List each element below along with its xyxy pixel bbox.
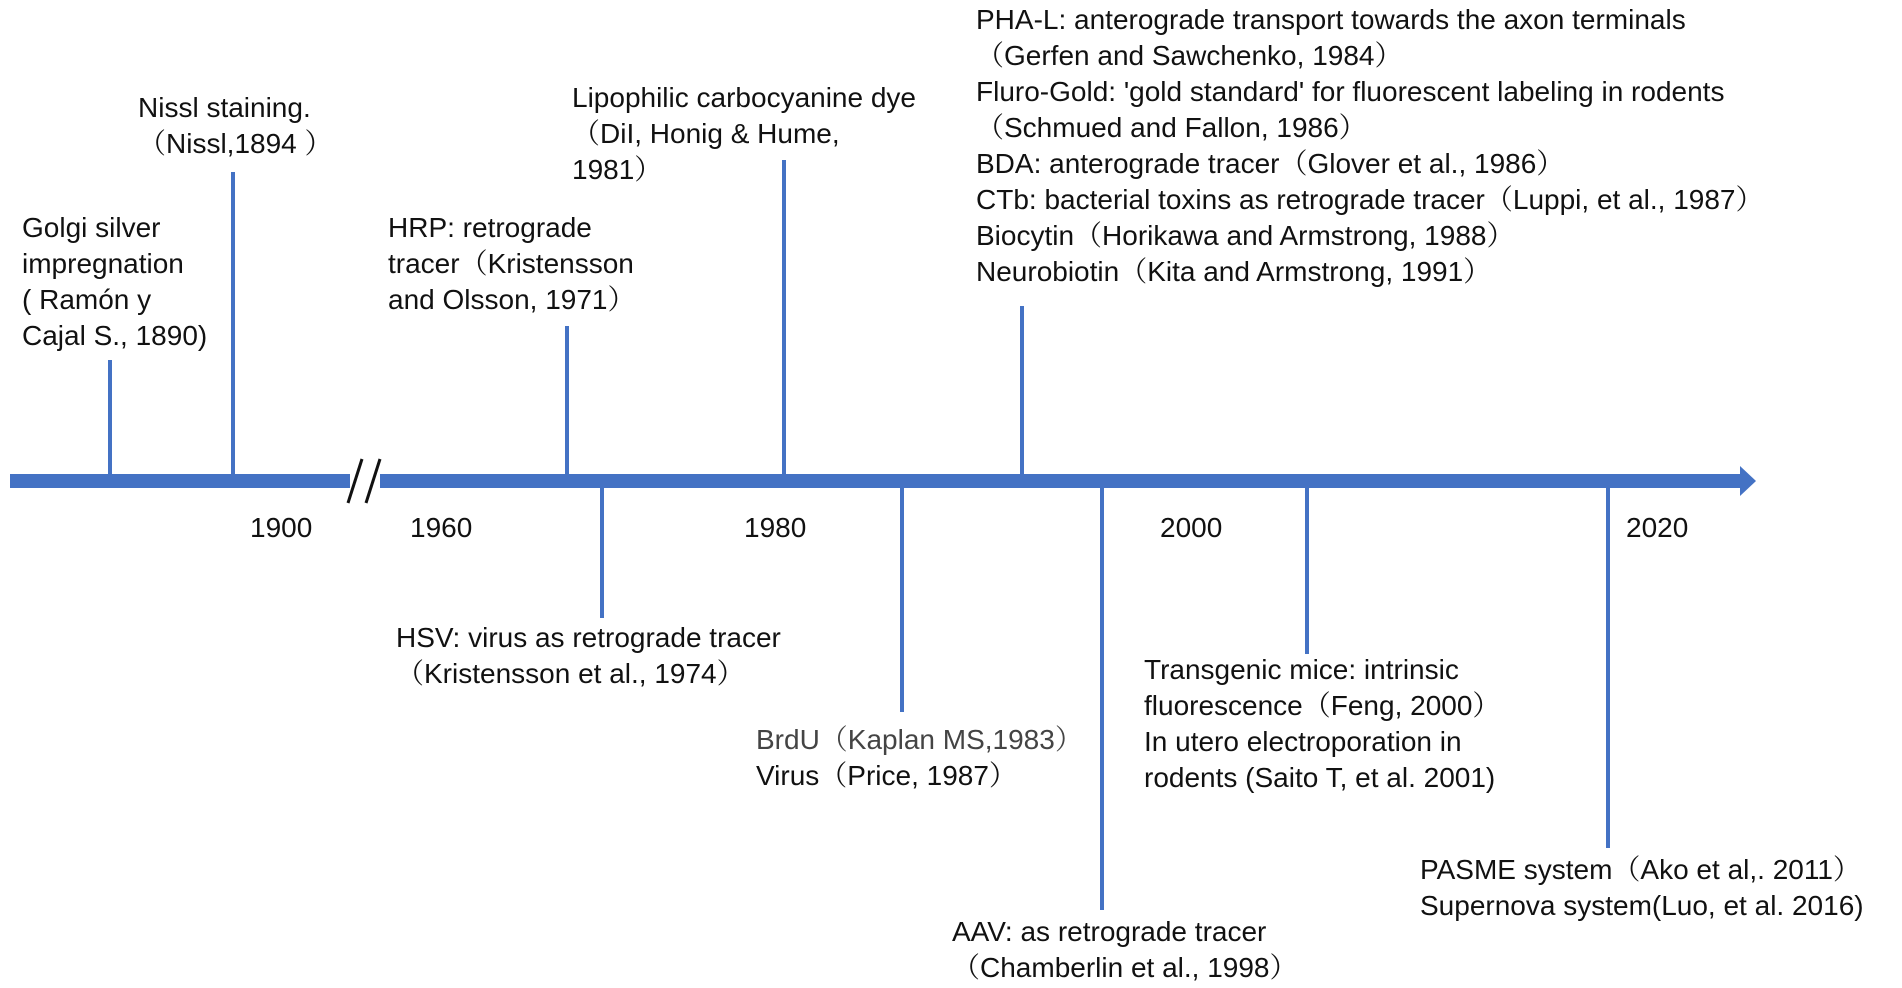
event-line: CTb: bacterial toxins as retrograde tracer（Luppi, et al., 1987） [976,184,1764,215]
event-line: Nissl staining. [138,92,311,123]
event-line: BrdU（Kaplan MS,1983） [756,724,1083,755]
year-label: 2020 [1626,512,1689,543]
event-line: Supernova system(Luo, et al. 2016) [1420,890,1864,921]
event-line: Lipophilic carbocyanine dye [572,82,916,113]
event-line: （Nissl,1894 ） [138,128,333,159]
timeline-axis [10,474,1745,488]
event-line: HRP: retrograde [388,212,592,243]
timeline-arrowhead [1740,466,1756,496]
event-line: 1981） [572,154,663,185]
event-line: （Kristensson et al., 1974） [396,658,745,689]
year-label: 1960 [410,512,473,543]
event-pasme [1420,852,1864,924]
year-label: 1980 [744,512,807,543]
event-line: Biocytin（Horikawa and Armstrong, 1988） [976,220,1515,251]
event-line: rodents (Saito T, et al. 2001) [1144,762,1496,793]
event-line: ( Ramón y [22,284,152,315]
event-line: Cajal S., 1890) [22,320,208,351]
event-line: Fluro-Gold: 'gold standard' for fluorescent labeling in rodents [976,76,1725,107]
event-line: impregnation [22,248,184,279]
event-line: AAV: as retrograde tracer [952,916,1267,947]
event-line: HSV: virus as retrograde tracer [396,622,781,653]
event-line: Golgi silver [22,212,161,243]
event-line: （Gerfen and Sawchenko, 1984） [976,40,1403,71]
event-line: tracer（Kristensson [388,248,634,279]
event-line: fluorescence（Feng, 2000） [1144,690,1501,721]
event-golgi [22,210,207,354]
event-line: （Schmued and Fallon, 1986） [976,112,1367,143]
event-line: BDA: anterograde tracer（Glover et al., 1986） [976,148,1565,179]
event-hrp [388,210,636,318]
event-transgenic [1144,652,1500,796]
event-hsv [396,620,781,692]
event-dii [572,80,916,188]
event-line: （DiI, Honig & Hume, [572,118,840,149]
event-line: （Chamberlin et al., 1998） [952,952,1298,983]
event-line: Neurobiotin（Kita and Armstrong, 1991） [976,256,1492,287]
year-label: 1900 [250,512,313,543]
event-line: Transgenic mice: intrinsic [1144,654,1459,685]
event-aav [952,914,1298,986]
year-label: 2000 [1160,512,1223,543]
event-line: In utero electroporation in [1144,726,1462,757]
event-nissl [138,90,333,162]
event-line: and Olsson, 1971） [388,284,636,315]
event-line: PHA-L: anterograde transport towards the axon terminals [976,4,1686,35]
event-line: Virus（Price, 1987） [756,760,1017,791]
event-tracers [976,2,1764,290]
event-line: PASME system（Ako et al,. 2011） [1420,854,1861,885]
event-brdu [756,722,1083,794]
